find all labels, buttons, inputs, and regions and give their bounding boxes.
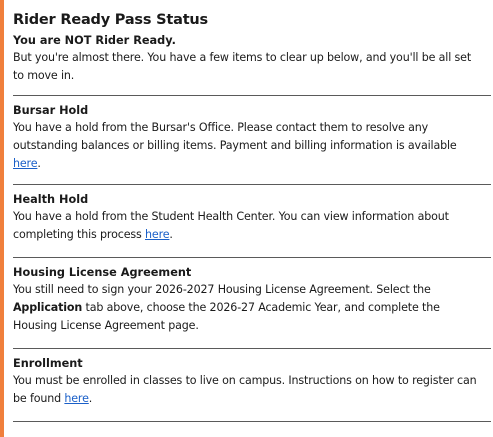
section-enrollment <box>13 349 493 421</box>
status-block <box>13 32 493 85</box>
section-text-body: You have a hold from the Student Health Center. You can view information about completing this process <box>13 210 449 241</box>
application-tab-reference: Application <box>13 301 83 314</box>
section-text-end: . <box>37 157 41 170</box>
enrollment-here-link[interactable]: here <box>64 392 89 405</box>
section-title: Health Hold <box>13 193 89 206</box>
section-text-end: . <box>169 228 173 241</box>
section-text-body: You must be enrolled in classes to live on campus. Instructions on how to register can be found <box>13 374 477 405</box>
status-heading: You are NOT Rider Ready. <box>13 34 176 47</box>
section-title: Bursar Hold <box>13 104 89 117</box>
bursar-here-link[interactable]: here <box>13 157 38 170</box>
status-message: But you're almost there. You have a few items to clear up below, and you'll be all set to move in. <box>13 51 472 82</box>
section-housing-license <box>13 258 493 348</box>
section-text <box>13 372 489 408</box>
section-title: Enrollment <box>13 357 83 370</box>
divider <box>13 421 491 422</box>
section-health-hold <box>13 185 493 257</box>
section-text <box>13 281 473 335</box>
page-title: Rider Ready Pass Status <box>13 12 208 28</box>
section-text-body: You have a hold from the Bursar's Office. Please contact them to resolve any outstanding balances or billing items. Payment and billing information is available <box>13 121 457 152</box>
section-text-end: tab above, choose the 2026-27 Academic Year, and complete the Housing License Agreement page. <box>13 301 440 332</box>
section-text-body: You still need to sign your 2026-2027 Housing License Agreement. Select the <box>13 283 431 296</box>
section-title: Housing License Agreement <box>13 266 192 279</box>
section-text-end: . <box>88 392 93 405</box>
section-text <box>13 208 487 244</box>
section-bursar-hold <box>13 96 493 184</box>
section-text <box>13 119 487 173</box>
health-here-link[interactable]: here <box>145 228 170 241</box>
